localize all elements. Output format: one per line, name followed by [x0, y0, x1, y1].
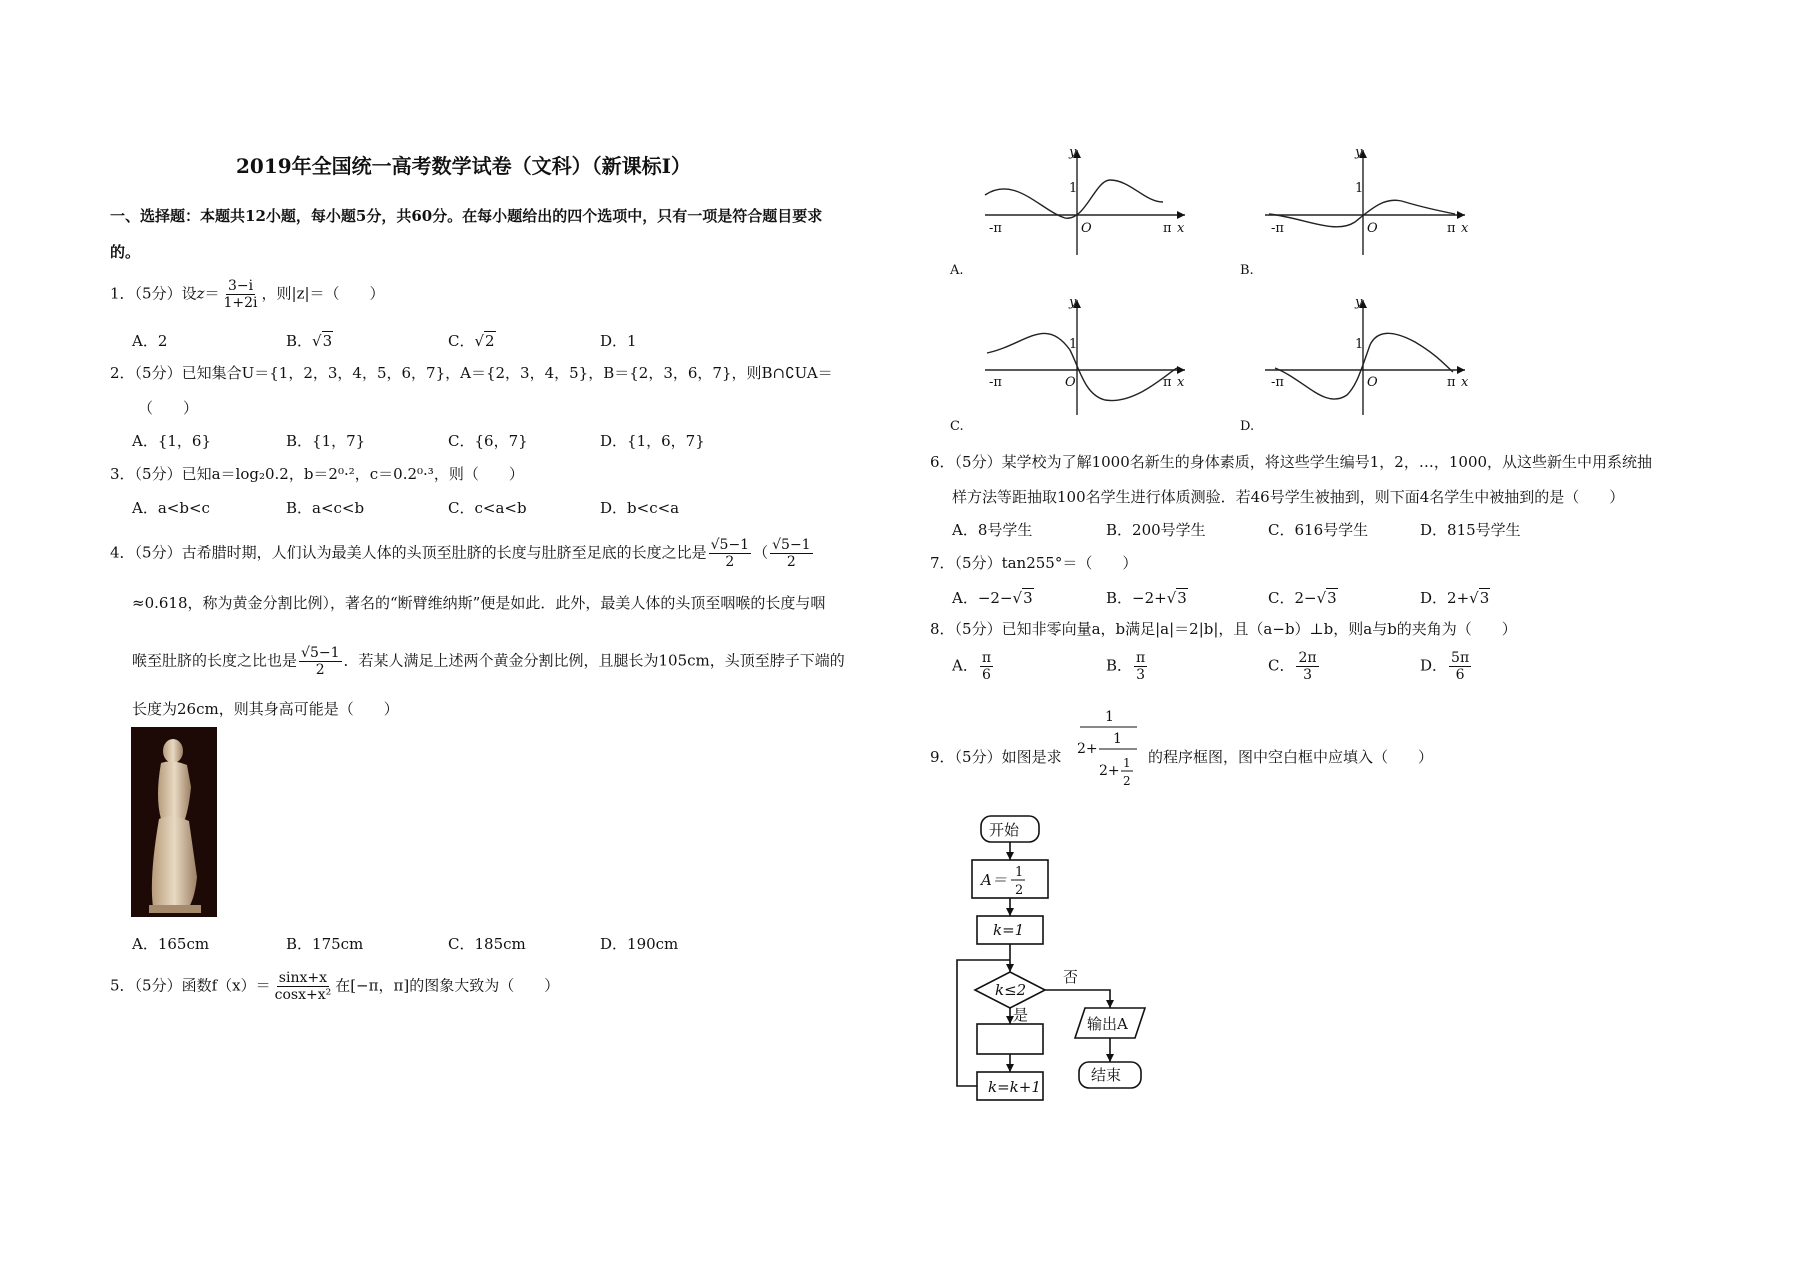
graph-a-pi: π — [1163, 221, 1172, 236]
golden-ratio-den-2: 2 — [315, 662, 325, 679]
q1-option-b-label: B． — [286, 332, 313, 350]
arrow-icon — [1177, 366, 1185, 374]
q8-option-a-label: A． — [952, 656, 978, 675]
statue-figure — [131, 727, 217, 917]
question-4 — [110, 537, 815, 570]
graph-c-neg-pi: -π — [989, 375, 1002, 390]
graph-d-neg-pi: -π — [1271, 375, 1284, 390]
graph-b-neg-pi: -π — [1271, 221, 1284, 236]
q8-option-a — [952, 650, 995, 683]
flow-no-label: 否 — [1063, 968, 1079, 986]
q6-option-a: A．8号学生 — [952, 521, 1033, 539]
golden-ratio-fraction-repeat — [770, 537, 812, 570]
q1-option-d: D．1 — [600, 332, 637, 350]
question-2: 2．（5分）已知集合U＝{1，2，3，4，5，6，7}，A＝{2，3，4，5}，B＝{2，3，6，7}，则B∩∁UA＝ — [110, 364, 833, 382]
q6-option-d: D．815号学生 — [1420, 521, 1521, 539]
graph-b-curve — [1269, 200, 1455, 227]
golden-ratio-tail: −1 — [728, 537, 750, 553]
golden-ratio-den-repeat: 2 — [786, 554, 796, 571]
arrow-icon — [1106, 1000, 1114, 1008]
q4-line3a: 喉至肚脐的长度之比也是 — [132, 651, 298, 670]
graph-a-y-label: y — [1069, 145, 1077, 160]
graph-c-label: C. — [950, 419, 964, 434]
q7-option-d-rad: 3 — [1479, 589, 1490, 607]
q4-line1: 4．（5分）古希腊时期，人们认为最美人体的头顶至肚脐的长度与肚脐至足底的长度之比是 — [110, 543, 707, 562]
q4-option-d: D．190cm — [600, 935, 679, 953]
q8-option-c-frac — [1296, 650, 1318, 683]
q7-option-b-pre: B．−2+ — [1106, 589, 1167, 607]
golden-ratio-radicand-repeat: 5 — [781, 537, 790, 553]
q7-option-b-rad: 3 — [1177, 589, 1187, 607]
graph-a-label: A. — [950, 263, 964, 278]
question-7: 7．（5分）tan255°＝（ ） — [930, 554, 1138, 572]
q5-suffix: 在[−π，π]的图象大致为（ ） — [335, 976, 560, 995]
venus-de-milo-image — [131, 727, 217, 917]
sqrt-symbol: √3 — [1469, 589, 1490, 607]
cf-inner-one: 1 — [1113, 731, 1122, 747]
q4-line3b: ．若某人满足上述两个黄金分割比例，且腿长为105cm，头顶至脖子下端的 — [343, 651, 845, 670]
question-4-line4: 长度为26cm，则其身高可能是（ ） — [132, 700, 399, 718]
q7-option-c — [1268, 587, 1338, 608]
arrow-icon — [1177, 211, 1185, 219]
golden-ratio-tail-repeat: −1 — [789, 537, 811, 553]
golden-ratio-radicand-2: 5 — [309, 645, 319, 661]
flow-kinit-label: k=1 — [993, 921, 1025, 939]
graph-c-curve — [987, 333, 1177, 400]
flow-assign-label: A＝ — [981, 871, 1007, 889]
arrow-icon — [1106, 1054, 1114, 1062]
graph-b-label: B. — [1240, 263, 1254, 278]
flow-blank-box — [977, 1024, 1043, 1054]
q8-option-c-den: 3 — [1303, 667, 1312, 684]
sqrt-symbol: √2 — [474, 332, 495, 350]
graph-b-origin: O — [1367, 221, 1378, 236]
arrow-icon — [1006, 908, 1014, 916]
flow-end-label: 结束 — [1091, 1066, 1122, 1084]
q1-option-b — [286, 330, 333, 351]
graph-a-one: 1 — [1069, 181, 1078, 196]
graph-a-neg-pi: -π — [989, 221, 1002, 236]
q1-option-c — [448, 330, 496, 351]
q8-option-a-frac — [980, 650, 993, 683]
flow-loop-back — [957, 960, 1010, 1086]
question-9-prefix: 9．（5分）如图是求 — [930, 748, 1062, 766]
q8-option-c — [1268, 650, 1321, 683]
q1-option-b-val: 3 — [322, 332, 333, 350]
q6-option-b: B．200号学生 — [1106, 521, 1206, 539]
cf-half-den: 2 — [1123, 774, 1131, 788]
golden-ratio-fraction — [709, 537, 751, 570]
section-heading: 一、选择题：本题共12小题，每小题5分，共60分。在每小题给出的四个选项中，只有一项是符合题目要求 — [110, 207, 823, 225]
q7-option-a-rad: 3 — [1023, 589, 1033, 607]
graph-c-y-label: y — [1069, 295, 1077, 310]
section-heading-cont: 的。 — [110, 243, 141, 261]
q7-option-b — [1106, 587, 1188, 608]
q4-option-a: A．165cm — [132, 935, 210, 953]
graph-c-pi: π — [1163, 375, 1172, 390]
sqrt-symbol: √3 — [312, 332, 333, 350]
sqrt-symbol: √3 — [1166, 589, 1187, 607]
graph-d-pi: π — [1447, 375, 1456, 390]
q7-option-c-pre: C．2− — [1268, 589, 1317, 607]
graph-d-label: D. — [1240, 419, 1255, 434]
q2-option-d: D．{1，6，7} — [600, 432, 705, 450]
q2-option-c: C．{6，7} — [448, 432, 528, 450]
graph-d-y-label: y — [1355, 295, 1363, 310]
graph-d-x-label: x — [1461, 375, 1469, 390]
q8-option-a-den: 6 — [981, 667, 991, 684]
flow-increment-label: k=k+1 — [988, 1078, 1041, 1096]
q4-option-c: C．185cm — [448, 935, 526, 953]
question-3: 3．（5分）已知a＝log₂0.2，b＝2⁰·²，c＝0.2⁰·³，则（ ） — [110, 465, 524, 483]
q1-frac-den: 1+2i — [223, 295, 258, 312]
question-8: 8．（5分）已知非零向量a，b满足|a|＝2|b|，且（a−b）⊥b，则a与b的夹角为（ ） — [930, 620, 1517, 638]
q5-frac-num: sinx+x — [278, 970, 327, 986]
q5-graphs — [945, 140, 1505, 440]
q7-option-c-rad: 3 — [1327, 589, 1337, 607]
q8-option-b-frac — [1134, 650, 1147, 683]
q1-option-a: A．2 — [132, 332, 168, 350]
arrow-icon — [1457, 211, 1465, 219]
flow-start-label: 开始 — [989, 821, 1020, 839]
graph-b-one: 1 — [1355, 181, 1364, 196]
question-6: 6．（5分）某学校为了解1000名新生的身体素质，将这些学生编号1，2，…，1000，从这些新生中用系统抽 — [930, 453, 1653, 471]
q3-option-c: C．c<a<b — [448, 499, 527, 517]
cf-two-plus-1: 2+ — [1077, 741, 1098, 757]
q8-option-d-num: 5π — [1451, 650, 1470, 666]
question-4-line3 — [132, 645, 845, 678]
sqrt-symbol: √3 — [1316, 589, 1337, 607]
q8-option-b — [1106, 650, 1149, 683]
golden-ratio-radicand: 5 — [719, 537, 729, 553]
graph-c-one: 1 — [1069, 337, 1078, 352]
flow-output-label: 输出A — [1087, 1015, 1128, 1033]
page-title: 2019年全国统一高考数学试卷（文科）（新课标Ⅰ） — [236, 154, 692, 178]
golden-ratio-den: 2 — [725, 554, 735, 571]
q1-prefix: 1．（5分）设 — [110, 284, 197, 303]
q7-option-a — [952, 587, 1034, 608]
graph-b-x-label: x — [1461, 221, 1469, 236]
q8-option-b-label: B． — [1106, 656, 1133, 675]
arrow-icon — [1006, 964, 1014, 972]
q9-flowchart — [945, 810, 1175, 1110]
q1-option-c-label: C． — [448, 332, 475, 350]
question-2-cont: （ ） — [138, 399, 199, 417]
q8-option-c-num: 2π — [1298, 650, 1317, 666]
arrow-icon — [1457, 366, 1465, 374]
cf-half-num: 1 — [1123, 756, 1131, 770]
flow-assign-den: 2 — [1015, 883, 1024, 898]
cf-top-one: 1 — [1105, 709, 1114, 725]
q5-prefix: 5．（5分）函数f（x）＝ — [110, 976, 271, 995]
question-4-line2: ≈0.618，称为黄金分割比例），著名的“断臂维纳斯”便是如此．此外，最美人体的头顶至咽喉的长度与咽 — [132, 594, 826, 612]
q8-option-b-den: 3 — [1136, 667, 1146, 684]
graph-a-origin: O — [1081, 221, 1092, 236]
golden-ratio-num: √5−1 — [710, 537, 750, 553]
cf-two-plus-2: 2+ — [1099, 763, 1120, 779]
graph-a-x-label: x — [1177, 221, 1185, 236]
q5-fraction — [273, 970, 334, 1003]
q8-option-a-num: π — [981, 650, 992, 666]
question-1 — [110, 278, 385, 311]
q2-option-a: A．{1，6} — [132, 432, 212, 450]
q4-paren: （ — [753, 543, 769, 562]
graph-b-y-label: y — [1355, 145, 1363, 160]
q8-option-d-frac — [1449, 650, 1471, 683]
q8-option-c-label: C． — [1268, 656, 1295, 675]
graph-c-origin: O — [1065, 375, 1076, 390]
arrow-icon — [1006, 1064, 1014, 1072]
q9-continued-fraction — [1075, 705, 1147, 797]
arrow-icon — [1006, 852, 1014, 860]
q2-option-b: B．{1，7} — [286, 432, 366, 450]
q1-fraction — [222, 278, 260, 311]
golden-ratio-num-2: √5−1 — [301, 645, 340, 661]
golden-ratio-fraction-2 — [299, 645, 341, 678]
flow-assign-num: 1 — [1015, 865, 1024, 880]
question-9-suffix: 的程序框图，图中空白框中应填入（ ） — [1148, 748, 1434, 766]
flow-no-branch — [1045, 990, 1110, 1008]
q1-suffix: ，则|z|＝（ ） — [261, 284, 385, 303]
q3-option-b: B．a<c<b — [286, 499, 365, 517]
q7-option-a-pre: A．−2− — [952, 589, 1013, 607]
graph-d-one: 1 — [1355, 337, 1364, 352]
flow-yes-label: 是 — [1013, 1006, 1029, 1024]
q7-option-d-pre: D．2+ — [1420, 589, 1470, 607]
graph-d-origin: O — [1367, 375, 1378, 390]
flow-condition-label: k≤2 — [995, 981, 1027, 999]
question-5 — [110, 970, 559, 1003]
q1-frac-num: 3−i — [227, 278, 254, 294]
q8-option-b-num: π — [1136, 650, 1146, 666]
graph-b-pi: π — [1447, 221, 1456, 236]
q1-eq: ＝ — [204, 284, 220, 303]
q8-option-d-label: D． — [1420, 656, 1448, 675]
graph-d-curve — [1275, 333, 1453, 399]
q1-option-c-val: 2 — [485, 332, 495, 350]
golden-ratio-num-repeat: √5−1 — [772, 537, 811, 553]
q5-frac-den: cosx+x² — [274, 987, 332, 1004]
golden-ratio-tail-2: −1 — [318, 645, 340, 661]
sqrt-symbol: √3 — [1012, 589, 1033, 607]
q1-var: z — [196, 284, 205, 303]
q8-option-d-den: 6 — [1455, 667, 1465, 684]
q6-option-c: C．616号学生 — [1268, 521, 1369, 539]
question-6-cont: 样方法等距抽取100名学生进行体质测验．若46号学生被抽到，则下面4名学生中被抽到的是（ ） — [952, 488, 1625, 506]
q3-option-d: D．b<c<a — [600, 499, 680, 517]
q3-option-a: A．a<b<c — [132, 499, 210, 517]
graph-c-x-label: x — [1177, 375, 1185, 390]
q8-option-d — [1420, 650, 1473, 683]
q4-option-b: B．175cm — [286, 935, 364, 953]
q7-option-d — [1420, 587, 1490, 608]
